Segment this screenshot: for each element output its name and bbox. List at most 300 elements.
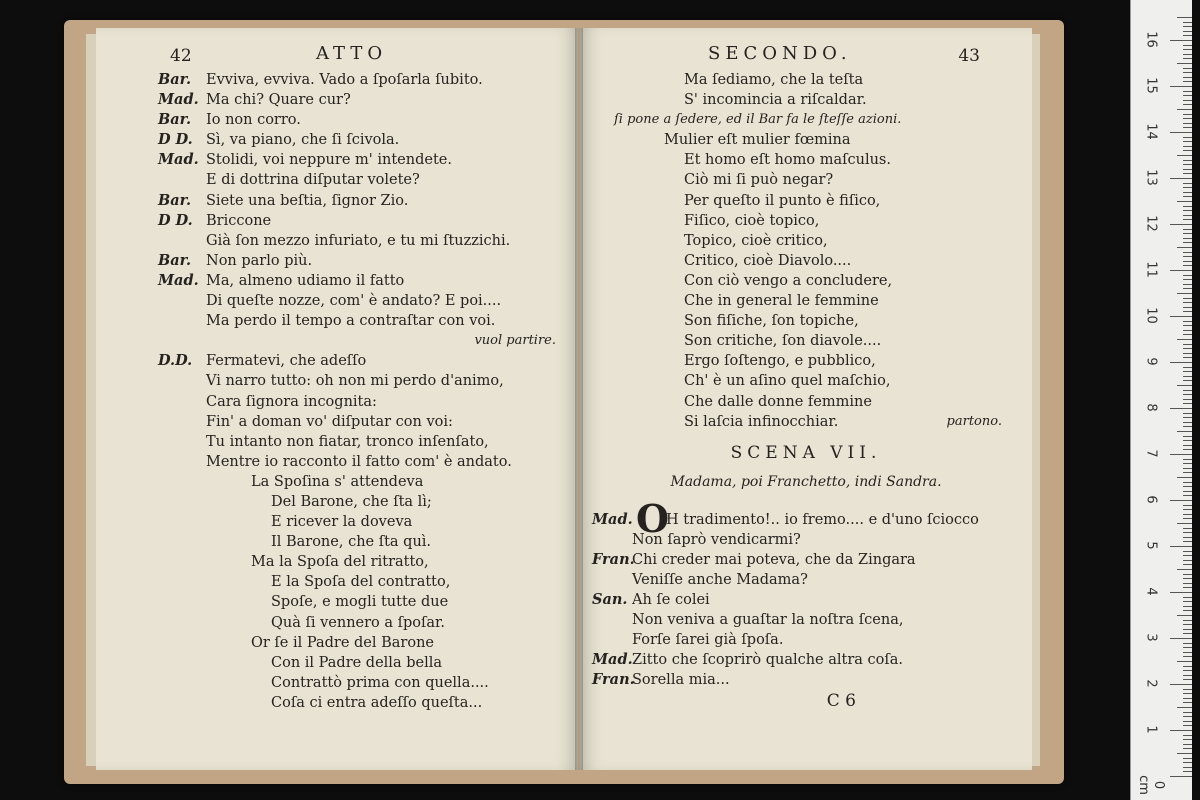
text-line: [96, 613, 578, 633]
page-number: 43: [958, 46, 980, 66]
ruler-tick: [1177, 753, 1192, 754]
ruler-tick: [1183, 767, 1192, 768]
ruler-tick: [1183, 509, 1192, 510]
ruler-tick: [1170, 362, 1192, 363]
verse-text: Cara ſignora incognita:: [206, 393, 377, 410]
ruler-tick: [1183, 91, 1192, 92]
ruler-tick: [1177, 17, 1192, 18]
speaker-label: Mad.: [158, 91, 199, 109]
ruler-tick: [1183, 656, 1192, 657]
ruler-tick: [1183, 54, 1192, 55]
verse-text: Son critiche, ſon diavole....: [684, 333, 882, 350]
ruler-unit-label: 0 cm: [1136, 775, 1166, 795]
ruler-tick: [1170, 316, 1192, 317]
text-line: [96, 371, 578, 391]
verse-text: Quà ſi vennero a ſpoſar.: [271, 614, 445, 631]
ruler-tick: [1183, 173, 1192, 174]
ruler-tick: [1183, 298, 1192, 299]
stage-direction: ſi pone a ſedere, ed il Bar fa le ſteſſe azioni.: [614, 112, 902, 128]
text-line: [96, 271, 578, 291]
verse-text: E di dottrina diſputar volete?: [206, 172, 420, 189]
ruler-tick: [1183, 196, 1192, 197]
verse-text: Vi narro tutto: oh non mi perdo d'animo,: [206, 373, 504, 390]
ruler-tick: [1183, 187, 1192, 188]
ruler-tick: [1183, 532, 1192, 533]
ruler-number: 9: [1143, 357, 1159, 366]
verse-text: Fermatevi, che adeſſo: [206, 353, 367, 370]
ruler-number: 4: [1143, 587, 1159, 596]
right-page: [580, 28, 1032, 770]
text-line: [580, 110, 1032, 130]
ruler-tick: [1183, 68, 1192, 69]
ruler-tick: [1183, 712, 1192, 713]
ruler-tick: [1183, 698, 1192, 699]
right-page-header: [580, 44, 1032, 68]
ruler-tick: [1183, 302, 1192, 303]
ruler-tick: [1170, 638, 1192, 639]
text-line: [96, 311, 578, 331]
verse-text: Non parlo più.: [206, 252, 313, 269]
text-line: [580, 271, 1032, 291]
ruler-tick: [1183, 330, 1192, 331]
measuring-ruler: [1130, 0, 1192, 800]
ruler-tick: [1183, 233, 1192, 234]
verse-text: Spoſe, e mogli tutte due: [271, 594, 449, 611]
verse-text: Ma chi? Quare cur?: [206, 92, 351, 109]
ruler-tick: [1177, 385, 1192, 386]
ruler-tick: [1183, 81, 1192, 82]
text-line: [96, 633, 578, 653]
ruler-tick: [1170, 684, 1192, 685]
text-line: [580, 231, 1032, 251]
ruler-tick: [1183, 624, 1192, 625]
ruler-tick: [1183, 229, 1192, 230]
verse-text: Evviva, evviva. Vado a ſpoſarla ſubito.: [206, 72, 483, 88]
verse-text: Mulier eſt mulier fœmina: [664, 132, 851, 149]
ruler-tick: [1183, 192, 1192, 193]
ruler-tick: [1183, 610, 1192, 611]
ruler-tick: [1170, 500, 1192, 501]
ruler-tick: [1183, 748, 1192, 749]
text-line: [96, 90, 578, 110]
text-line: [580, 392, 1032, 412]
text-line: [96, 532, 578, 552]
text-line: [96, 432, 578, 452]
text-line: [580, 570, 1032, 590]
scene-heading: SCENA VII.: [730, 442, 882, 463]
stage-direction: vuol partire.: [474, 333, 556, 349]
verse-text: Non ſaprò vendicarmi?: [632, 531, 801, 548]
ruler-number: 7: [1143, 449, 1159, 458]
verse-text: Ma, almeno udiamo il fatto: [206, 272, 405, 289]
text-line: [96, 251, 578, 271]
verse-text: Chi creder mai poteva, che da Zingara: [632, 551, 916, 568]
ruler-tick: [1183, 426, 1192, 427]
text-line: [96, 291, 578, 311]
verse-text: Che dalle donne femmine: [684, 393, 872, 410]
text-line: [580, 371, 1032, 391]
ruler-tick: [1183, 574, 1192, 575]
ruler-tick: [1183, 307, 1192, 308]
ruler-tick: [1183, 22, 1192, 23]
ruler-tick: [1183, 72, 1192, 73]
ruler-tick: [1183, 183, 1192, 184]
ruler-number: 11: [1143, 261, 1159, 278]
verse-text: Per queſto il punto è fiſico,: [684, 192, 881, 209]
ruler-tick: [1183, 601, 1192, 602]
verse-text: Fin' a doman vo' diſputar con voi:: [206, 413, 453, 430]
text-line: [96, 452, 578, 472]
ruler-number: 1: [1143, 725, 1159, 734]
ruler-tick: [1183, 403, 1192, 404]
text-line: [580, 70, 1032, 90]
ruler-tick: [1170, 776, 1192, 777]
text-line: [96, 70, 578, 90]
ruler-tick: [1183, 238, 1192, 239]
ruler-tick: [1183, 495, 1192, 496]
ruler-number: 5: [1143, 541, 1159, 550]
speaker-label: Mad.: [158, 151, 199, 169]
ruler-tick: [1183, 242, 1192, 243]
ruler-tick: [1183, 633, 1192, 634]
speaker-label: Bar.: [158, 251, 192, 269]
ruler-tick: [1170, 132, 1192, 133]
ruler-tick: [1183, 744, 1192, 745]
ruler-tick: [1183, 357, 1192, 358]
ruler-tick: [1183, 459, 1192, 460]
ruler-tick: [1183, 325, 1192, 326]
ruler-tick: [1183, 771, 1192, 772]
ruler-tick: [1183, 541, 1192, 542]
ruler-tick: [1183, 45, 1192, 46]
text-line: [580, 530, 1032, 550]
ruler-number: 12: [1143, 215, 1159, 232]
ruler-tick: [1183, 578, 1192, 579]
verse-text: Coſa ci entra adeſſo queſta...: [271, 694, 483, 711]
ruler-tick: [1183, 440, 1192, 441]
ruler-tick: [1170, 224, 1192, 225]
ruler-tick: [1170, 546, 1192, 547]
ruler-tick: [1177, 661, 1192, 662]
ruler-tick: [1183, 560, 1192, 561]
ruler-tick: [1183, 210, 1192, 211]
ruler-tick: [1183, 288, 1192, 289]
verse-text: Son fiſiche, ſon topiche,: [684, 313, 859, 330]
ruler-tick: [1183, 141, 1192, 142]
ruler-tick: [1183, 311, 1192, 312]
ruler-tick: [1183, 394, 1192, 395]
verse-text: E ricever la doveva: [271, 514, 413, 531]
text-line: [96, 653, 578, 673]
text-line: [96, 150, 578, 170]
verse-text: Topico, cioè critico,: [684, 232, 828, 249]
text-line: [580, 251, 1032, 271]
verse-text: Ma la Spoſa del ritratto,: [251, 554, 429, 571]
verse-text: Io non corro.: [206, 112, 301, 129]
ruler-tick: [1170, 178, 1192, 179]
ruler-tick: [1177, 477, 1192, 478]
ruler-tick: [1183, 321, 1192, 322]
verse-text: Tu intanto non fiatar, tronco inſenſato,: [206, 433, 489, 450]
ruler-tick: [1183, 514, 1192, 515]
text-line: [96, 231, 578, 251]
ruler-tick: [1183, 58, 1192, 59]
ruler-tick: [1183, 127, 1192, 128]
ruler-tick: [1170, 408, 1192, 409]
verse-text: Siete una beſtia, ſignor Zio.: [206, 192, 409, 209]
text-line: [580, 351, 1032, 371]
verse-text: Contrattò prima con quella....: [271, 674, 489, 691]
verse-text: Il Barone, che ſta quì.: [271, 534, 432, 551]
ruler-tick: [1183, 762, 1192, 763]
text-line: [580, 412, 1032, 432]
ruler-tick: [1177, 293, 1192, 294]
ruler-tick: [1183, 436, 1192, 437]
speaker-label: D.D.: [158, 352, 193, 370]
ruler-number: 14: [1143, 123, 1159, 140]
ruler-tick: [1183, 505, 1192, 506]
ruler-tick: [1177, 201, 1192, 202]
verse-text: Con il Padre della bella: [271, 654, 442, 671]
ruler-tick: [1170, 40, 1192, 41]
text-line: [96, 211, 578, 231]
ruler-tick: [1183, 679, 1192, 680]
ruler-tick: [1177, 615, 1192, 616]
ruler-tick: [1183, 261, 1192, 262]
speaker-label: Fran.: [592, 550, 635, 568]
ruler-tick: [1183, 606, 1192, 607]
verse-text: Et homo eſt homo maſculus.: [684, 152, 891, 169]
ruler-tick: [1183, 380, 1192, 381]
ruler-tick: [1183, 164, 1192, 165]
ruler-number: 6: [1143, 495, 1159, 504]
verse-text: Del Barone, che ſta lì;: [271, 493, 432, 510]
ruler-tick: [1183, 652, 1192, 653]
ruler-tick: [1183, 399, 1192, 400]
ruler-tick: [1183, 114, 1192, 115]
left-page: [96, 28, 578, 770]
text-line: [580, 331, 1032, 351]
text-line: [96, 130, 578, 150]
text-line: [96, 191, 578, 211]
book-gutter: [575, 28, 583, 770]
verse-text: Ciò mi ſi può negar?: [684, 172, 834, 189]
verse-text: Che in general le femmine: [684, 293, 879, 310]
verse-text: H tradimento!.. io fremo.... e d'uno ſciocco: [666, 511, 979, 528]
ruler-tick: [1183, 137, 1192, 138]
ruler-tick: [1183, 675, 1192, 676]
ruler-tick: [1183, 334, 1192, 335]
ruler-tick: [1183, 146, 1192, 147]
ruler-tick: [1183, 219, 1192, 220]
ruler-tick: [1183, 587, 1192, 588]
verse-text: Briccone: [206, 212, 272, 229]
ruler-tick: [1183, 118, 1192, 119]
ruler-tick: [1183, 629, 1192, 630]
printer-signature: C 6: [826, 690, 856, 711]
ruler-tick: [1183, 689, 1192, 690]
verse-text: La Spoſina s' attendeva: [251, 473, 424, 490]
stage-direction: partono.: [946, 413, 1002, 429]
ruler-tick: [1183, 206, 1192, 207]
running-title: ATTO: [316, 43, 388, 64]
verse-block: [580, 70, 1032, 432]
ruler-tick: [1170, 86, 1192, 87]
ruler-number: 3: [1143, 633, 1159, 642]
ruler-tick: [1183, 758, 1192, 759]
ruler-tick: [1183, 643, 1192, 644]
text-line: [580, 90, 1032, 110]
text-line: [96, 170, 578, 190]
ruler-tick: [1183, 739, 1192, 740]
ruler-tick: [1183, 666, 1192, 667]
ruler-tick: [1183, 702, 1192, 703]
ruler-tick: [1170, 270, 1192, 271]
ruler-tick: [1183, 721, 1192, 722]
text-line: [96, 472, 578, 492]
ruler-tick: [1183, 95, 1192, 96]
verse-text: Ergo ſoſtengo, e pubblico,: [684, 353, 876, 370]
speaker-label: Mad.: [592, 651, 633, 669]
ruler-tick: [1183, 367, 1192, 368]
text-line: [96, 572, 578, 592]
left-page-header: [96, 44, 578, 68]
dialogue-block: [580, 495, 1032, 691]
ruler-tick: [1177, 431, 1192, 432]
text-line: [580, 150, 1032, 170]
text-line: [96, 592, 578, 612]
ruler-tick: [1183, 620, 1192, 621]
ruler-tick: [1183, 555, 1192, 556]
ruler-tick: [1183, 26, 1192, 27]
ruler-tick: [1183, 371, 1192, 372]
verse-text: Ma ſediamo, che la teſta: [684, 72, 864, 88]
ruler-tick: [1183, 390, 1192, 391]
ruler-tick: [1183, 353, 1192, 354]
ruler-tick: [1183, 413, 1192, 414]
ruler-tick: [1183, 472, 1192, 473]
text-line: [96, 552, 578, 572]
ruler-tick: [1183, 468, 1192, 469]
ruler-tick: [1183, 537, 1192, 538]
verse-text: Sorella mia...: [632, 672, 730, 689]
verse-text: E la Spoſa del contratto,: [271, 574, 451, 591]
ruler-tick: [1183, 491, 1192, 492]
verse-text: Forſe ſarei già ſpoſa.: [632, 632, 784, 649]
text-line: [580, 211, 1032, 231]
speaker-label: Mad.: [158, 271, 199, 289]
ruler-number: 16: [1143, 31, 1159, 48]
text-line: [96, 110, 578, 130]
running-title: SECONDO.: [708, 43, 852, 64]
ruler-tick: [1183, 422, 1192, 423]
text-line: [580, 610, 1032, 630]
ruler-tick: [1183, 551, 1192, 552]
verse-text: Stolidi, voi neppure m' intendete.: [206, 152, 452, 169]
ruler-tick: [1183, 463, 1192, 464]
ruler-tick: [1177, 247, 1192, 248]
text-line: [96, 412, 578, 432]
ruler-tick: [1183, 169, 1192, 170]
ruler-tick: [1183, 528, 1192, 529]
ruler-tick: [1183, 670, 1192, 671]
left-page-text: [96, 70, 578, 713]
ruler-tick: [1170, 730, 1192, 731]
verse-text: Di queſte nozze, com' è andato? E poi....: [206, 293, 502, 310]
ruler-tick: [1177, 523, 1192, 524]
ruler-tick: [1177, 707, 1192, 708]
ruler-tick: [1183, 77, 1192, 78]
ruler-tick: [1183, 150, 1192, 151]
text-line: [580, 650, 1032, 670]
ruler-tick: [1183, 417, 1192, 418]
text-line: [580, 590, 1032, 610]
ruler-tick: [1183, 279, 1192, 280]
ruler-tick: [1183, 445, 1192, 446]
text-line: [96, 392, 578, 412]
right-page-text: [580, 70, 1032, 711]
verse-text: Or ſe il Padre del Barone: [251, 634, 435, 651]
speaker-label: D D.: [158, 131, 193, 149]
ruler-tick: [1183, 647, 1192, 648]
ruler-tick: [1177, 155, 1192, 156]
ruler-number: 13: [1143, 169, 1159, 186]
ruler-tick: [1183, 597, 1192, 598]
verse-text: Già ſon mezzo infuriato, e tu mi ſtuzzichi.: [206, 232, 511, 249]
ruler-tick: [1183, 35, 1192, 36]
signature-line: [580, 691, 1032, 711]
speaker-label: Bar.: [158, 111, 192, 129]
ruler-tick: [1183, 100, 1192, 101]
verse-text: Sì, va piano, che ſi ſcivola.: [206, 132, 400, 149]
ruler-tick: [1177, 63, 1192, 64]
verse-text: Non veniva a guaſtar la noſtra ſcena,: [632, 612, 904, 629]
text-line: [580, 130, 1032, 150]
ruler-tick: [1183, 693, 1192, 694]
speaker-label: Mad.: [592, 510, 633, 528]
ruler-tick: [1183, 716, 1192, 717]
ruler-tick: [1183, 256, 1192, 257]
ruler-tick: [1183, 160, 1192, 161]
text-line: [580, 550, 1032, 570]
text-line: [580, 191, 1032, 211]
speaker-label: San.: [592, 591, 628, 609]
scene-characters: Madama, poi Franchetto, indi Sandra.: [670, 473, 942, 490]
ruler-tick: [1183, 735, 1192, 736]
speaker-label: Bar.: [158, 71, 192, 88]
speaker-label: Fran.: [592, 671, 635, 689]
verse-text: Ch' è un aſino quel maſchio,: [684, 373, 891, 390]
verse-text: Ma perdo il tempo a contraſtar con voi.: [206, 313, 496, 330]
ruler-tick: [1177, 339, 1192, 340]
ruler-tick: [1183, 449, 1192, 450]
ruler-tick: [1177, 569, 1192, 570]
ruler-tick: [1170, 592, 1192, 593]
text-line: [96, 673, 578, 693]
ruler-tick: [1170, 454, 1192, 455]
verse-text: Mentre io racconto il fatto com' è andato.: [206, 453, 512, 470]
ruler-tick: [1183, 104, 1192, 105]
ruler-tick: [1183, 564, 1192, 565]
ruler-tick: [1183, 348, 1192, 349]
text-line: [580, 291, 1032, 311]
speaker-label: Bar.: [158, 191, 192, 209]
text-line: [96, 351, 578, 371]
text-line: [96, 512, 578, 532]
text-line: [96, 693, 578, 713]
text-line: [580, 170, 1032, 190]
text-line: [96, 331, 578, 351]
